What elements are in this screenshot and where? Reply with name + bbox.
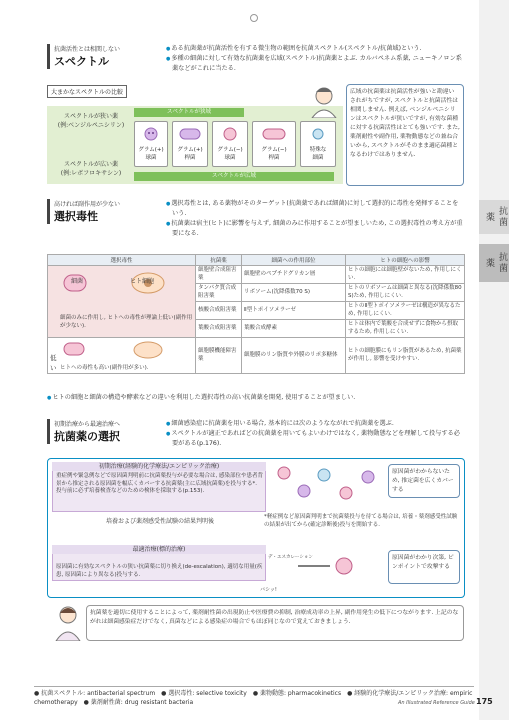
effect-cell: ヒトのⅡ型トポイソメラーゼは構造が異なるため, 作用しにくい. xyxy=(346,302,465,320)
targeted-therapy-text xyxy=(56,564,264,579)
effect-cell: ヒトのリボソームは細菌と異なる(沈降係数80 S)ため, 作用しにくい. xyxy=(346,284,465,302)
section-subtitle: 初期治療から最適治療へ xyxy=(54,421,121,428)
bullet: ● 抗菌薬は宿主(ヒト)に影響を与えず, 細菌のみに作用することが望ましいため, この選択毒性の考え方が重要になる. xyxy=(166,219,464,239)
gram-positive-rod-icon xyxy=(177,125,203,143)
effect-cell: ヒトの細胞には細胞壁がないため, 作用しにくい. xyxy=(346,266,465,284)
wide-example: (例:レボフロキサシン) xyxy=(60,169,122,177)
bacteria-box xyxy=(300,121,336,167)
bacteria-label: グラム(+) xyxy=(138,147,164,153)
bacteria-label: 球菌 xyxy=(224,155,236,161)
culture-result: 培養および薬剤感受性試験の結果判明後 xyxy=(105,518,214,525)
bacteria-label: グラム(−) xyxy=(261,147,287,153)
bacteria-box xyxy=(212,121,248,167)
special-bacteria-icon xyxy=(306,125,330,143)
low-note: ヒトへの毒性も高い(副作用が多い). xyxy=(60,364,149,371)
bullet: ● 選択毒性とは, ある薬物がそのターゲット(抗菌薬であれば細菌)に対して選択的に毒性を発揮することをいう. xyxy=(166,199,464,219)
low-cell xyxy=(48,338,196,374)
wide-label-text: スペクトルが広い薬 xyxy=(63,161,118,168)
table-row xyxy=(48,338,465,374)
wide-arrow: スペクトルが広域 xyxy=(134,172,334,181)
spectrum-note: 広域の抗菌薬は抗菌活性が強いと勘違いされがちですが, スペクトルと抗菌活性は相関しません. 例えば, ベンジルペニシリンはスペクトルが狭いですが, 有効な菌種に対する抗菌活性はとても強いです. また, 薬剤耐性や副作用, 薬物動態などの兼ね合いから, スペクトルがそのまま適応菌種となるわけではありません. xyxy=(346,84,464,186)
compare-label: 大まかなスペクトルの比較 xyxy=(47,85,127,98)
site-cell: 細胞膜のリン脂質や外膜のリポ多糖体 xyxy=(242,338,346,374)
bullet: ● ある抗菌薬が抗菌活性を有する微生物の範囲を抗菌スペクトル(スペクトル/抗菌域)という. xyxy=(166,44,464,54)
section-subtitle: 抗菌活性とは相関しない xyxy=(54,46,121,53)
targeted-therapy-title: 最適治療(標的治療) xyxy=(52,545,266,554)
bacteria-box xyxy=(172,121,208,167)
col-header: 選択毒性 xyxy=(48,255,196,266)
bacteria-human-cell-icon xyxy=(60,267,190,311)
initial-therapy-text xyxy=(56,473,264,496)
cell-illustration xyxy=(60,267,193,315)
bacteria-label: 球菌 xyxy=(145,155,157,161)
bacteria-box xyxy=(252,121,296,167)
gram-negative-rod-icon xyxy=(259,125,289,143)
initial-note: 原因菌がわからないため, 推定菌を広くカバーする xyxy=(388,464,460,498)
table-header xyxy=(48,255,465,266)
right-margin xyxy=(479,0,509,720)
drug-cell: 葉酸合成阻害薬 xyxy=(196,320,242,338)
human-cell-caption: ヒト細胞 xyxy=(130,278,155,285)
bullet: 原因菌に有効なスペクトルの狭い抗菌薬に切り換え(de-escalation), 適切な用量(疾患, 原因菌により異なる)投与する. xyxy=(56,564,263,578)
targeted-note: 原因菌がわかり次第, ピンポイントで攻撃する xyxy=(388,550,460,584)
wide-label xyxy=(56,161,126,178)
bullet: 重症例や緊急例などで原因菌判明前に抗菌薬投与が必要な場合は, 感染部位や患者背景から推定される原因菌を幅広くカバーする抗菌薬(主に広域抗菌薬)を投与する*. xyxy=(56,473,263,487)
broad-coverage-illustration xyxy=(272,461,386,507)
high-note: 細菌のみに作用し, ヒトへの毒性が理論上低い(副作用が少ない). xyxy=(60,315,193,329)
gram-positive-coccus-icon xyxy=(139,125,163,143)
registration-mark xyxy=(250,14,258,22)
drug-cell: 細胞膜機能障害薬 xyxy=(196,338,242,374)
col-header: 抗菌薬 xyxy=(196,255,242,266)
col-header: 細菌への作用部位 xyxy=(242,255,346,266)
narrow-label-text: スペクトルが狭い薬 xyxy=(63,113,118,120)
table-row xyxy=(48,266,465,284)
selection-bullets xyxy=(166,419,464,449)
site-cell: 細胞壁のペプチドグリカン層 xyxy=(242,266,346,284)
bacteria-label: 細菌 xyxy=(312,155,324,161)
spectrum-bullets xyxy=(166,44,464,74)
toxicity-bullets xyxy=(166,199,464,239)
bacteria-box xyxy=(134,121,168,167)
drug-cell: タンパク質合成阻害薬 xyxy=(196,284,242,302)
bacteria-label: 桿菌 xyxy=(268,155,280,161)
narrow-label xyxy=(56,113,126,130)
bacteria-caption: 細菌 xyxy=(71,278,84,285)
section-header-toxicity xyxy=(47,199,120,224)
bacteria-label: 特殊な xyxy=(309,147,327,153)
bacteria-label: 桿菌 xyxy=(184,155,196,161)
tab-label-1: 抗菌薬 xyxy=(479,200,509,234)
bang-text: バシッ! xyxy=(260,587,277,593)
guide-title: An Illustrated Reference Guide xyxy=(398,700,475,706)
narrow-example: (例:ベンジルペニシリン) xyxy=(57,121,125,129)
drug-cell: 核酸合成阻害薬 xyxy=(196,302,242,320)
glossary-footer: ● 抗菌スペクトル: antibacterial spectrum ● 選択毒性: selective toxicity ● 薬物動態: pharmacokinetics ● 経験的化学療法/エンピリック治療: empiric chemotherapy ● 薬剤耐性菌: drug resistant bacteria xyxy=(34,686,474,707)
section-header-selection xyxy=(47,419,120,444)
section-header-spectrum xyxy=(47,44,120,69)
nurse-illustration xyxy=(52,603,84,641)
site-cell: Ⅱ型トポイソメラーゼ xyxy=(242,302,346,320)
col-header: ヒトの細胞への影響 xyxy=(346,255,465,266)
toxicity-footnote xyxy=(47,393,465,403)
gram-negative-coccus-icon xyxy=(218,125,242,143)
section-title: 選択毒性 xyxy=(54,210,98,223)
tab-label-2: 抗菌薬 xyxy=(479,244,509,282)
effect-cell: ヒトの細胞膜にもリン脂質があるため, 抗菌薬が作用し, 影響を受けやすい. xyxy=(346,338,465,374)
section-title: 抗菌薬の選択 xyxy=(54,430,120,443)
asterisk-note: *軽症例など原因菌判明まで抗菌薬投与を待てる場合は, 培養・薬剤感受性試験の結果が出てから(確定診断後)投与を開始する. xyxy=(264,514,458,528)
page-number: 175 xyxy=(476,697,493,706)
bullet: ● スペクトルが適正であればどの抗菌薬を用いてもよいわけではなく, 薬物動態などを理解して投与する必要がある(p.176). xyxy=(166,429,464,449)
closing-note: 抗菌薬を適切に使用することによって, 薬剤耐性菌の出現防止や医療費の抑制, 治療成功率の上昇, 副作用発生の低下につながります. 上記のながれは細菌感染症だけでなく, 真菌などによる感染症の場合でもほぼ同じなので覚えておきましょう. xyxy=(86,605,464,641)
bacteria-label: グラム(+) xyxy=(177,147,203,153)
low-toxicity-cells-icon xyxy=(60,339,180,361)
section-subtitle: 高ければ副作用が少ない xyxy=(54,201,121,208)
bullet: ● 細菌感染症に抗菌薬を用いる場合, 基本的には次のようなながれで抗菌薬を選ぶ. xyxy=(166,419,464,429)
site-cell: 葉酸合成酵素 xyxy=(242,320,346,338)
effect-cell: ヒトは体内で葉酸を合成せずに食物から摂取するため, 作用しにくい. xyxy=(346,320,465,338)
bullet: 投与前に必ず培養検査などのための検体を採取する(p.153). xyxy=(56,488,205,494)
bacteria-label: グラム(−) xyxy=(217,147,243,153)
bullet: ● 多種の細菌に対して有効な抗菌薬を広域(スペクトル)抗菌薬とよぶ. カルバペネム系薬, ニューキノロン系薬などがこれに当たる. xyxy=(166,54,464,74)
initial-therapy-title: 初期治療(経験的化学療法/エンピリック治療) xyxy=(52,462,266,471)
narrow-arrow: スペクトルが狭域 xyxy=(134,108,244,117)
site-cell: リボソーム(沈降係数70 S) xyxy=(242,284,346,302)
de-escalation-ruby: デ・エスカレーション xyxy=(268,555,313,560)
section-title: スペクトル xyxy=(54,55,109,68)
low-label: 低い xyxy=(50,354,57,372)
high-cell xyxy=(48,266,196,338)
doctor-illustration xyxy=(306,84,342,118)
toxicity-table xyxy=(47,254,465,374)
bullet: ● ヒトの細胞と細菌の構造や酵素などの違いを利用した選択毒性の高い抗菌薬を開発, 使用することが望ましい. xyxy=(47,393,465,403)
drug-cell: 細胞壁合成阻害薬 xyxy=(196,266,242,284)
pinpoint-illustration xyxy=(290,548,376,584)
